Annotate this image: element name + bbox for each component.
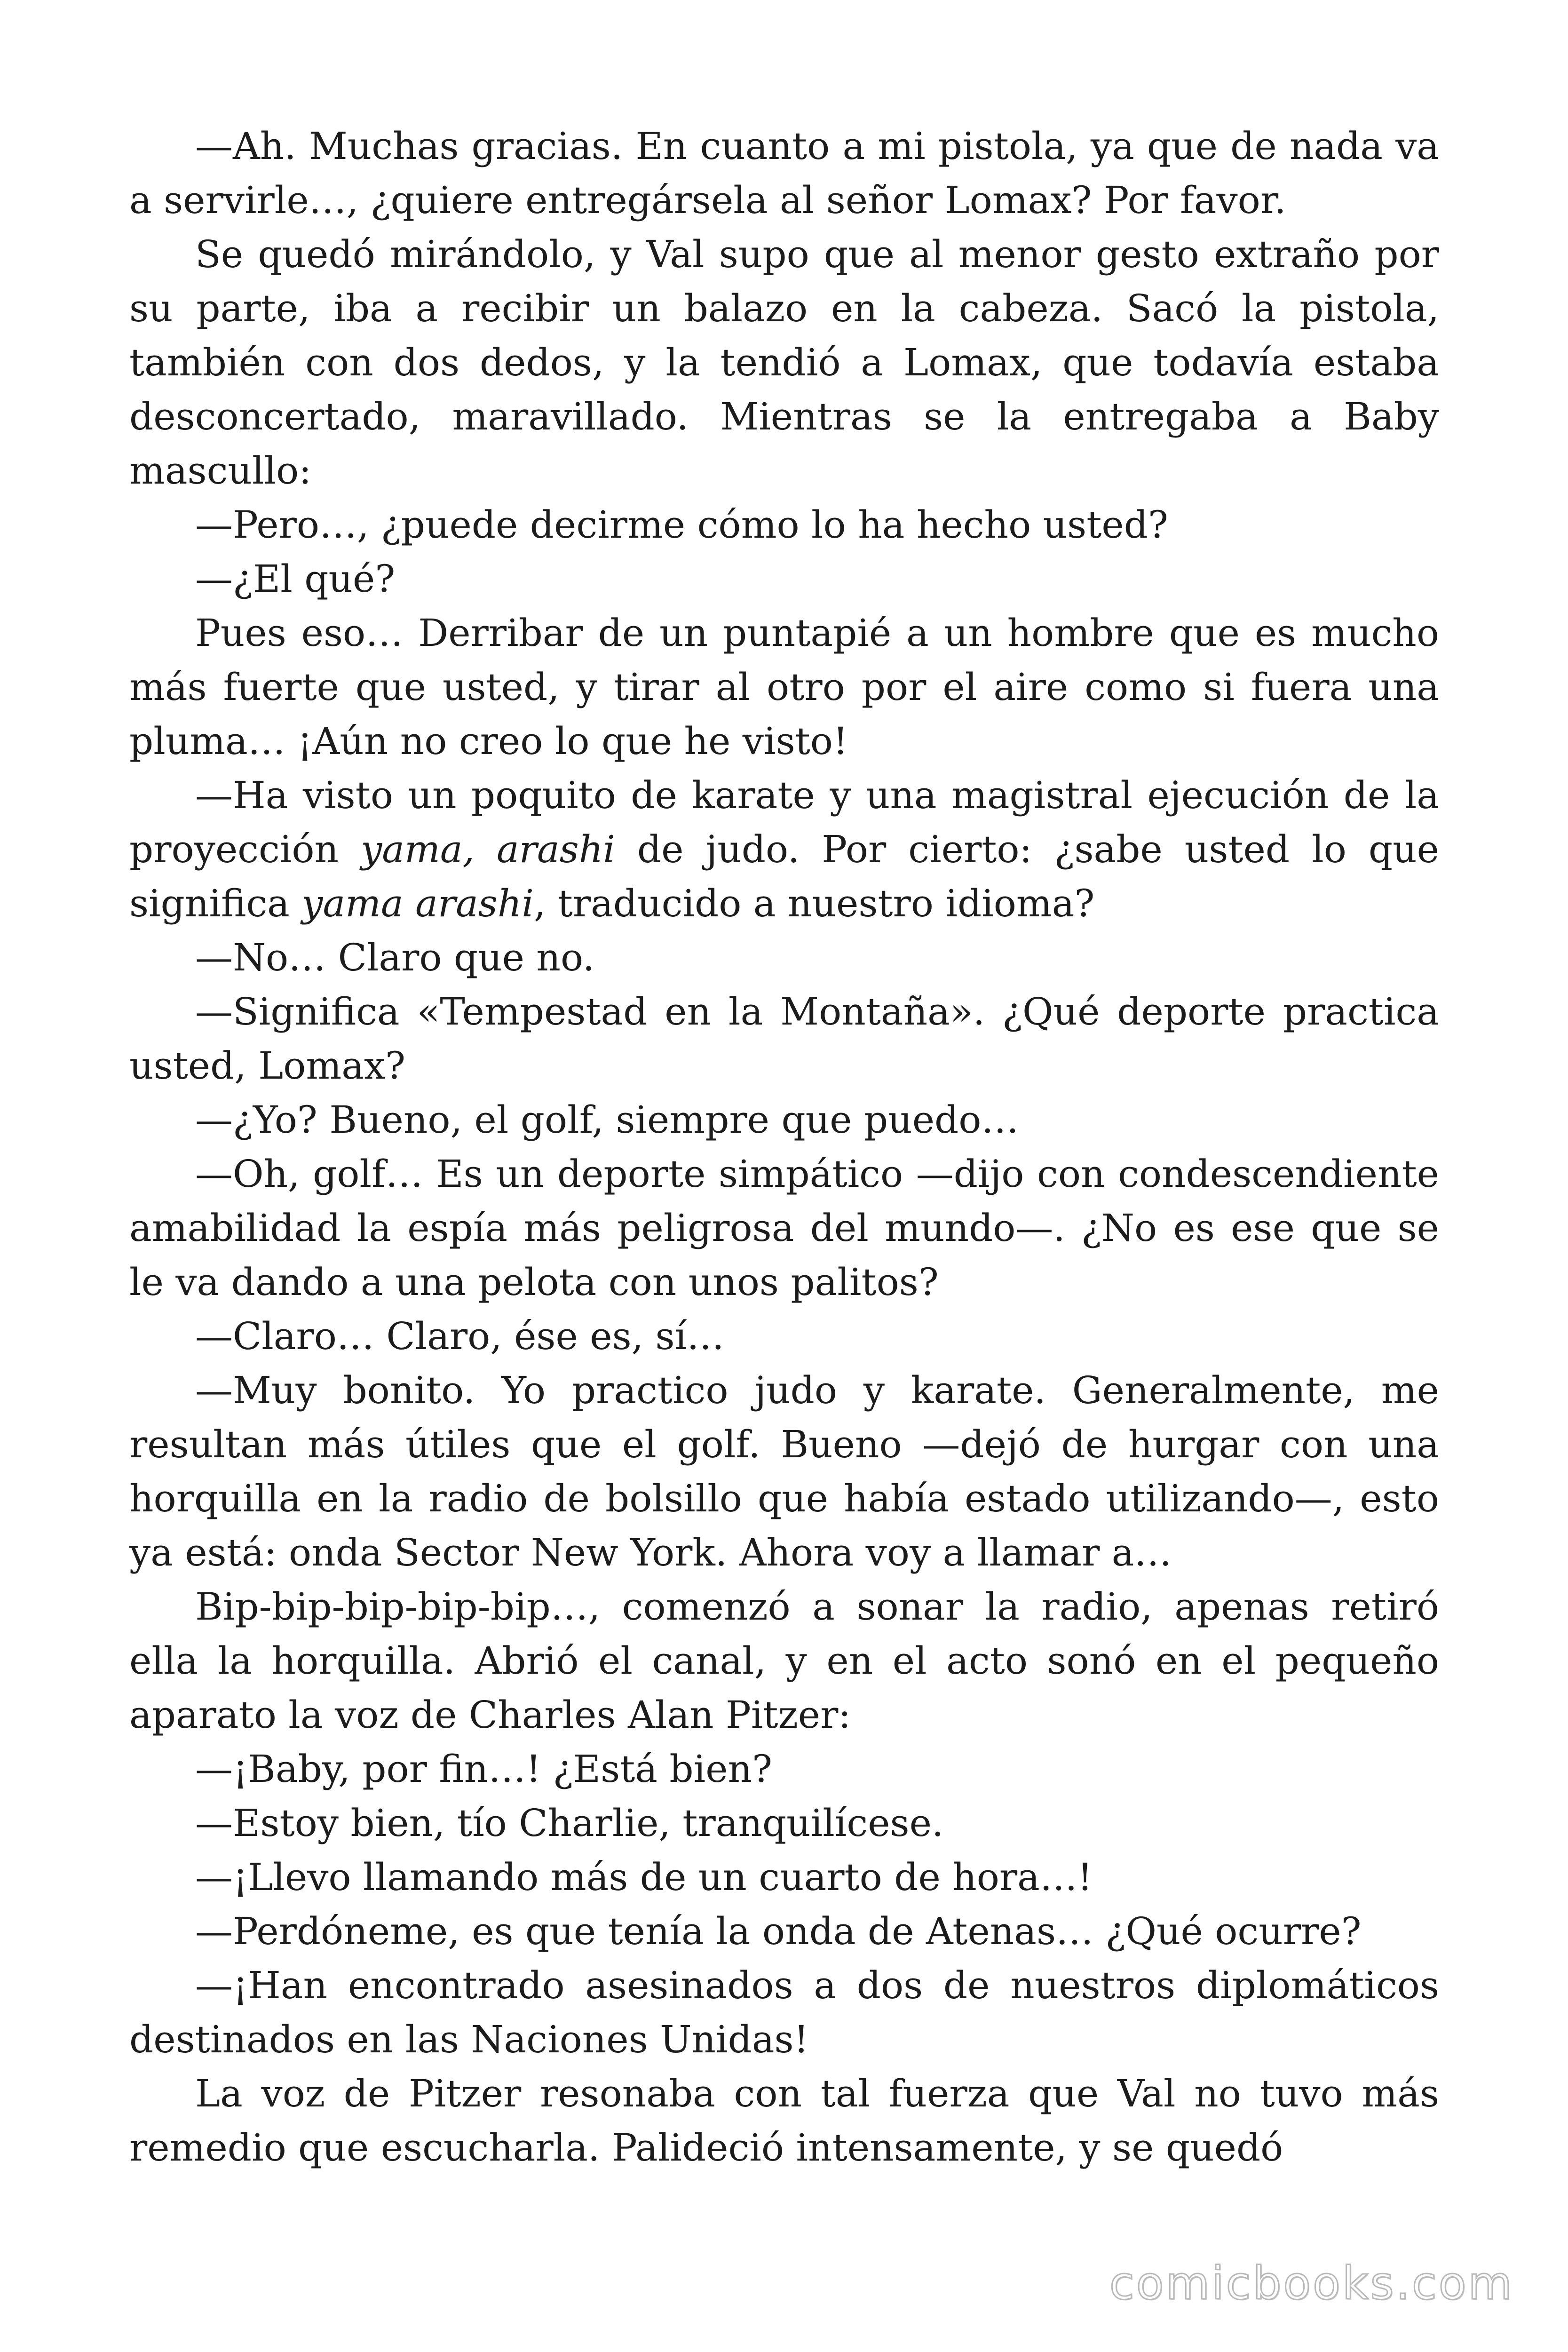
paragraph-text: —¿El qué?	[195, 557, 396, 601]
paragraph	[129, 1850, 1439, 1904]
paragraph-text: Bip-bip-bip-bip-bip…, comenzó a sonar la radio, apenas retiró ella la horquilla. Abrió el canal, y en el acto sonó en el pequeño aparato la voz de Charles Alan Pitzer:	[129, 1585, 1439, 1737]
paragraph-text: —Oh, golf… Es un deporte simpático —dijo con condescendiente amabilidad la espía más peligrosa del mundo—. ¿No es ese que se le va dando a una pelota con unos palitos?	[129, 1152, 1439, 1304]
paragraph-text: Se quedó mirándolo, y Val supo que al menor gesto extraño por su parte, iba a recibir un balazo en la cabeza. Sacó la pistola, también con dos dedos, y la tendió a Lomax, que todavía estaba desconcertado, maravillado. Mientras se la entregaba a Baby mascullo:	[129, 232, 1439, 493]
paragraph-text: —Muy bonito. Yo practico judo y karate. Generalmente, me resultan más útiles que el golf. Bueno —dejó de hurgar con una horquilla en la radio de bolsillo que había estado utilizando—, esto ya está: onda Sector New York. Ahora voy a llamar a…	[129, 1368, 1439, 1574]
book-page-text	[129, 119, 1439, 2175]
paragraph-text: Pues eso… Derribar de un puntapié a un hombre que es mucho más fuerte que usted, y tirar al otro por el aire como si fuera una pluma… ¡Aún no creo lo que he visto!	[129, 611, 1439, 763]
paragraph	[129, 930, 1439, 985]
paragraph-text: —Ah. Muchas gracias. En cuanto a mi pistola, ya que de nada va a servirle…, ¿quiere entregársela al señor Lomax? Por favor.	[129, 124, 1439, 222]
paragraph	[129, 1580, 1439, 1742]
paragraph-text: —¡Baby, por fin…! ¿Está bien?	[195, 1747, 772, 1791]
paragraph-text: —Ha visto un poquito de karate y una magistral ejecución de la proyección	[129, 773, 1439, 871]
paragraph-text: —Pero…, ¿puede decirme cómo lo ha hecho usted?	[195, 503, 1168, 547]
paragraph-text: —Claro… Claro, ése es, sí…	[195, 1314, 725, 1358]
paragraph	[129, 1093, 1439, 1147]
paragraph	[129, 1147, 1439, 1309]
paragraph-text: —¡Han encontrado asesinados a dos de nuestros diplomáticos destinados en las Naciones Unidas!	[129, 1963, 1439, 2061]
paragraph-text: —¿Yo? Bueno, el golf, siempre que puedo…	[195, 1098, 1019, 1142]
paragraph	[129, 227, 1439, 498]
paragraph	[129, 1904, 1439, 1958]
paragraph	[129, 2066, 1439, 2175]
italic-term: yama, arashi	[361, 827, 615, 871]
paragraph-text: de judo. Por cierto: ¿sabe usted lo que significa	[129, 827, 1439, 925]
paragraph	[129, 768, 1439, 930]
paragraph	[129, 498, 1439, 552]
paragraph-text: —Perdóneme, es que tenía la onda de Atenas… ¿Qué ocurre?	[195, 1909, 1362, 1953]
paragraph	[129, 1309, 1439, 1363]
paragraph-text: La voz de Pitzer resonaba con tal fuerza que Val no tuvo más remedio que escucharla. Palideció intensamente, y se quedó	[129, 2072, 1439, 2169]
paragraph-text: —¡Llevo llamando más de un cuarto de hora…!	[195, 1855, 1093, 1899]
paragraph-text: —No… Claro que no.	[195, 936, 595, 979]
paragraph	[129, 1742, 1439, 1796]
paragraph-text: —Estoy bien, tío Charlie, tranquilícese.	[195, 1801, 944, 1845]
paragraph	[129, 606, 1439, 768]
paragraph	[129, 1958, 1439, 2066]
paragraph	[129, 552, 1439, 606]
paragraph	[129, 1363, 1439, 1580]
paragraph	[129, 985, 1439, 1093]
paragraph	[129, 1796, 1439, 1850]
paragraph-text: , traducido a nuestro idioma?	[533, 882, 1095, 925]
italic-term: yama arashi	[301, 882, 534, 925]
paragraph-text: —Significa «Tempestad en la Montaña». ¿Qué deporte practica usted, Lomax?	[129, 990, 1439, 1088]
watermark: comicbooks.com	[1109, 2257, 1514, 2310]
paragraph	[129, 119, 1439, 227]
